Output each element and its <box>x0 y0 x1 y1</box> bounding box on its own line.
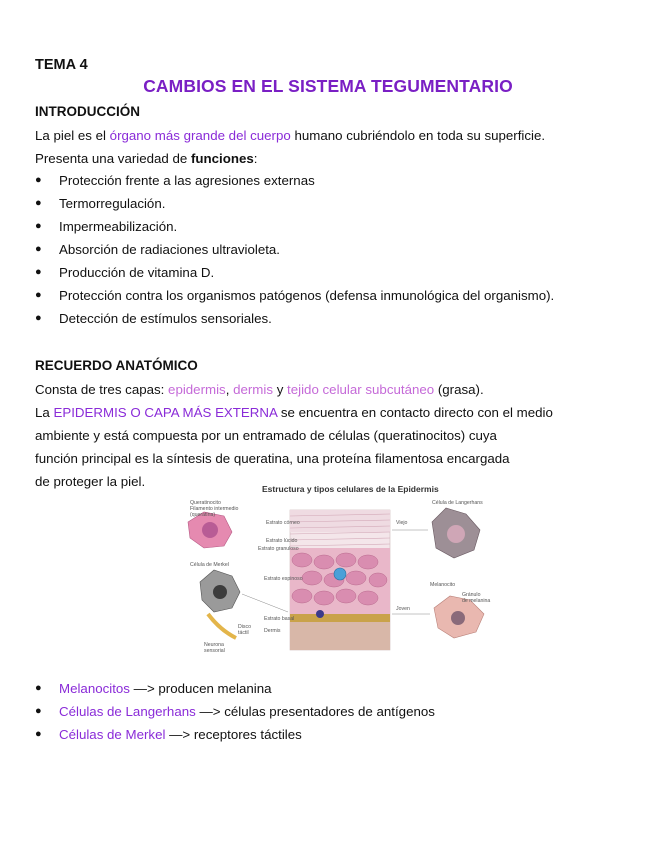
label-viejo: Viejo <box>396 520 408 526</box>
intro-heading: INTRODUCCIÓN <box>35 104 140 119</box>
label-espinoso: Estrato espinoso <box>264 576 303 582</box>
bullet-icon: ● <box>35 174 42 186</box>
bullet-icon: ● <box>35 289 42 301</box>
bullet-icon: ● <box>35 705 42 717</box>
label-neurona: Neurona <box>204 642 224 648</box>
functions-list <box>35 169 554 330</box>
anatomy-heading: RECUERDO ANATÓMICO <box>35 358 198 373</box>
label-queratinocito: Queratinocito <box>190 500 221 506</box>
list-item-text: Protección frente a las agresiones externas <box>59 173 315 188</box>
list-item <box>35 169 554 192</box>
figure-title: Estructura y tipos celulares de la Epidermis <box>262 484 439 494</box>
bullet-icon: ● <box>35 266 42 278</box>
arrow-text: —> <box>165 727 194 742</box>
list-item <box>35 307 554 330</box>
layers-paragraph <box>35 382 484 397</box>
list-item-text: Absorción de radiaciones ultravioleta. <box>59 242 281 257</box>
highlight-text: tejido celular subcutáneo <box>287 382 435 397</box>
text: se encuentra en contacto directo con el medio <box>277 405 553 420</box>
label-basal: Estrato basal <box>264 616 295 622</box>
cell-name: Células de Langerhans <box>59 704 196 719</box>
list-item <box>35 192 554 215</box>
bullet-icon: ● <box>35 197 42 209</box>
epidermis-paragraph-line-2: ambiente y está compuesta por un entramado de células (queratinocitos) cuya <box>35 428 497 443</box>
label-merkel: Célula de Merkel <box>190 562 229 568</box>
topic-number: TEMA 4 <box>35 57 88 73</box>
list-item-text: Protección contra los organismos patógenos (defensa inmunológica del organismo). <box>59 288 555 303</box>
skin-layers-block <box>290 510 390 650</box>
list-item-text: Termorregulación. <box>59 196 166 211</box>
cell-description: receptores táctiles <box>193 727 302 742</box>
label-queratina: (queratina) <box>190 512 216 518</box>
list-item-text: Detección de estímulos sensoriales. <box>59 311 272 326</box>
highlight-text: epidermis <box>168 382 226 397</box>
list-item-text: Producción de vitamina D. <box>59 265 215 280</box>
list-item-text: Impermeabilización. <box>59 219 178 234</box>
label-granulo: Gránulo <box>462 592 481 598</box>
list-item <box>35 700 435 723</box>
label-disco: Disco <box>238 624 251 630</box>
list-item <box>35 677 435 700</box>
arrow-text: —> <box>129 681 159 696</box>
intro-paragraph-2 <box>35 151 257 166</box>
label-langerhans: Célula de Langerhans <box>432 500 483 506</box>
label-corneo: Estrato córneo <box>266 520 300 526</box>
bullet-icon: ● <box>35 243 42 255</box>
bullet-icon: ● <box>35 220 42 232</box>
bullet-icon: ● <box>35 682 42 694</box>
text: y <box>273 382 288 397</box>
label-sensorial: sensorial <box>204 648 225 654</box>
label-joven: Joven <box>396 606 410 612</box>
epidermis-paragraph-line-4: de proteger la piel. <box>35 474 146 489</box>
label-melanocito: Melanocito <box>430 582 456 588</box>
cell-name: Células de Merkel <box>59 727 166 742</box>
text: La <box>35 405 54 420</box>
cells-list <box>35 677 435 746</box>
text: humano cubriéndolo en toda su superficie. <box>290 128 546 143</box>
list-item <box>35 261 554 284</box>
label-melanina: de melanina <box>462 598 491 604</box>
intro-paragraph-1 <box>35 128 545 143</box>
arrow-text: —> <box>195 704 225 719</box>
text: Consta de tres capas: <box>35 382 169 397</box>
highlight-text: dermis <box>233 382 273 397</box>
label-dermis: Dermis <box>264 628 281 634</box>
cell-description: producen melanina <box>158 681 272 696</box>
text: : <box>253 151 258 166</box>
label-granuloso: Estrato granuloso <box>258 546 299 552</box>
highlight-text: EPIDERMIS O CAPA MÁS EXTERNA <box>53 405 278 420</box>
langerhans-cell-illustration <box>432 508 480 558</box>
text: La piel es el <box>35 128 110 143</box>
bold-text: funciones <box>190 151 254 166</box>
epidermis-paragraph-line-1 <box>35 405 553 420</box>
merkel-cell-illustration <box>200 570 240 638</box>
label-filamento: Filamento intermedio <box>190 506 239 512</box>
epidermis-diagram <box>180 482 500 662</box>
label-lucido: Estrato lúcido <box>266 538 298 544</box>
text: , <box>225 382 234 397</box>
bullet-icon: ● <box>35 728 42 740</box>
list-item <box>35 238 554 261</box>
highlight-text: órgano más grande del cuerpo <box>109 128 291 143</box>
list-item <box>35 284 554 307</box>
epidermis-paragraph-line-3: función principal es la síntesis de queratina, una proteína filamentosa encargada <box>35 451 510 466</box>
label-tactil: táctil <box>238 630 249 636</box>
list-item <box>35 723 435 746</box>
page-title: CAMBIOS EN EL SISTEMA TEGUMENTARIO <box>143 76 513 96</box>
cell-description: células presentadores de antígenos <box>224 704 435 719</box>
text: (grasa). <box>434 382 484 397</box>
list-item <box>35 215 554 238</box>
cell-name: Melanocitos <box>59 681 130 696</box>
text: Presenta una variedad de <box>35 151 191 166</box>
bullet-icon: ● <box>35 312 42 324</box>
